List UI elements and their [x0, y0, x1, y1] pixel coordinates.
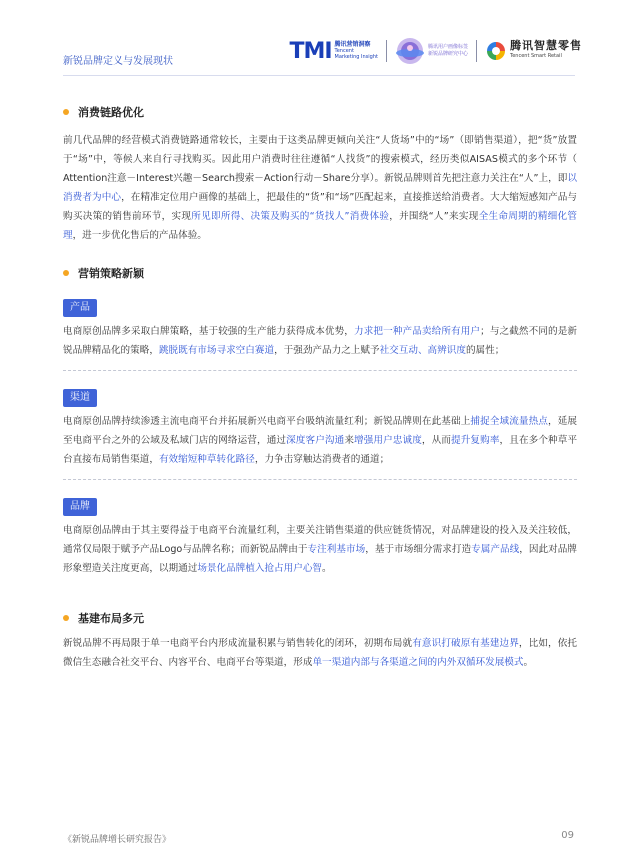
bullet-dot-icon	[63, 270, 69, 276]
highlight-text: 增强用户忠诚度	[354, 435, 422, 446]
section-heading	[63, 265, 577, 281]
highlight-text: 全生命周期的精细化管理	[63, 211, 578, 241]
dashed-divider	[63, 370, 577, 371]
tmi-logo-en1: Tencent	[334, 48, 354, 54]
text-run: 电商原创品牌多采取白牌策略，基于较强的生产能力获得成本优势，	[63, 326, 355, 337]
tmi-logo-zh: 腾讯营销洞察	[334, 41, 371, 48]
highlight-text: 深度客户沟通	[286, 435, 345, 446]
highlight-text: 提升复购率	[451, 435, 500, 446]
text-run: ，从而	[421, 435, 452, 446]
user-label-logo	[395, 36, 468, 66]
tmi-logo-en2: Marketing Insight	[334, 54, 378, 60]
text-run: 电商原创品牌持续渗透主流电商平台并拓展新兴电商平台吸纳流量红利；新锐品牌则在此基础上	[63, 416, 471, 427]
section-title: 基建布局多元	[78, 612, 144, 625]
text-run: ，基于市场细分需求打造	[365, 544, 472, 555]
highlight-text: 专属产品线	[471, 544, 520, 555]
subsection-paragraph	[63, 322, 577, 360]
text-run: 的属性；	[465, 345, 505, 356]
highlight-text: 跳脱既有市场寻求空白赛道	[158, 345, 275, 356]
text-run: 新锐品牌不再局限于单一电商平台内形成流量积累与销售转化的闭环，初期布局就	[63, 638, 413, 649]
highlight-text: 有效缩短种草转化路径	[158, 454, 255, 465]
highlight-text: 单一渠道内部与各渠道之间的内外双循环发展模式	[312, 657, 524, 668]
section-heading	[63, 610, 577, 626]
user-label-line1: 腾讯用户画像标签	[427, 44, 468, 50]
bullet-dot-icon	[63, 109, 69, 115]
channel-tag: 渠道	[63, 389, 97, 407]
smart-retail-icon	[485, 40, 507, 62]
subsection-product	[63, 295, 577, 360]
page-number: 09	[561, 830, 574, 841]
user-label-logo-text	[428, 44, 468, 58]
text-run: ，并围绕“人”来实现	[389, 211, 479, 222]
subsection-brand	[63, 494, 577, 578]
text-run: 前几代品牌的经营模式消费链路通常较长，主要由于这类品牌更倾向关注“人货场”中的“场”（即销售渠道），把“货”放置于“场”中，等候人来自行寻找购买。因此用户消费时往往遵循“人找货”的搜索模式，经历类似AISAS模式的多个环节（ Attention注意－Interest兴趣－Search搜索－Action行动－Share分享）。新锐品牌则首先把注意力关注在“人”上，即	[63, 135, 577, 184]
brand-tag: 品牌	[63, 498, 97, 516]
text-run: ，且在多个种草平台直接布局销售渠道，	[63, 435, 578, 465]
text-run: ，于强劲产品力之上赋予	[274, 345, 380, 356]
text-run: ，延展至电商平台之外的公域及私域门店的网络运营，通过	[63, 416, 578, 446]
user-label-line2: 新锐品牌研究中心	[427, 51, 468, 57]
logo-group	[289, 36, 582, 66]
highlight-text: 捕捉全域流量热点	[470, 416, 549, 427]
subsection-paragraph	[63, 412, 577, 469]
header-title: 新锐品牌定义与发展现状	[63, 56, 173, 67]
header-divider	[63, 75, 575, 76]
highlight-text: 所见即所得、决策及购买的“货找人”消费体验	[191, 211, 390, 222]
highlight-text: 有意识打破原有基建边界	[412, 638, 519, 649]
subsection-paragraph	[63, 521, 577, 578]
tmi-logo-text	[335, 42, 378, 60]
text-run: ，进一步优化售后的产品体验。	[72, 230, 207, 241]
logo-divider	[386, 40, 387, 62]
page-header	[0, 0, 622, 70]
text-run: 电商原创品牌由于其主要得益于电商平台流量红利，主要关注销售渠道的供应链货情况，对品牌建设的投入及关注较低，通常仅局限于赋予产品Logo与品牌名称；而新锐品牌由于	[63, 525, 577, 555]
highlight-text: 以消费者为中心	[63, 173, 577, 203]
tmi-logo	[289, 39, 378, 64]
section-title: 消费链路优化	[78, 106, 144, 119]
section-title: 营销策略新颖	[78, 267, 144, 280]
main-content	[63, 104, 577, 672]
product-tag: 产品	[63, 299, 97, 317]
smart-retail-logo	[485, 40, 582, 62]
label-badge-icon	[395, 36, 425, 66]
text-run: ，因此对品牌形象塑造关注度更高，以期通过	[63, 544, 578, 574]
dashed-divider	[63, 479, 577, 480]
subsection-channel	[63, 385, 577, 469]
highlight-text: 社交互动、高辨识度	[379, 345, 466, 356]
footer-report-title: 《新锐品牌增长研究报告》	[63, 835, 172, 845]
highlight-text: 力求把一种产品卖给所有用户	[354, 326, 481, 337]
smart-retail-logo-text	[510, 41, 582, 61]
highlight-text: 专注利基市场	[307, 544, 366, 555]
bullet-dot-icon	[63, 615, 69, 621]
text-run: 。	[523, 657, 534, 668]
smart-retail-zh: 腾讯智慧零售	[510, 39, 582, 52]
text-run: 来	[344, 435, 355, 446]
section-paragraph	[63, 131, 577, 245]
text-run: ；与之截然不同的是新锐品牌精品化的策略，	[63, 326, 578, 356]
logo-divider	[476, 40, 477, 62]
smart-retail-en: Tencent Smart Retail	[510, 53, 562, 59]
text-run: ，力争击穿触达消费者的通道；	[254, 454, 390, 465]
text-run: ，在精准定位用户画像的基础上，把最佳的“货”和“场”匹配起来，直接推送给消费者。大大缩短感知产品与购买决策的销售前环节，实现	[63, 192, 577, 222]
tmi-mark: TMI	[289, 38, 332, 64]
text-run: 。	[322, 563, 332, 574]
section-paragraph	[63, 634, 577, 672]
text-run: ，比如，依托微信生态融合社交平台、内容平台、电商平台等渠道，形成	[63, 638, 578, 668]
highlight-text: 场景化品牌植入抢占用户心智	[197, 563, 323, 574]
section-heading	[63, 104, 577, 120]
